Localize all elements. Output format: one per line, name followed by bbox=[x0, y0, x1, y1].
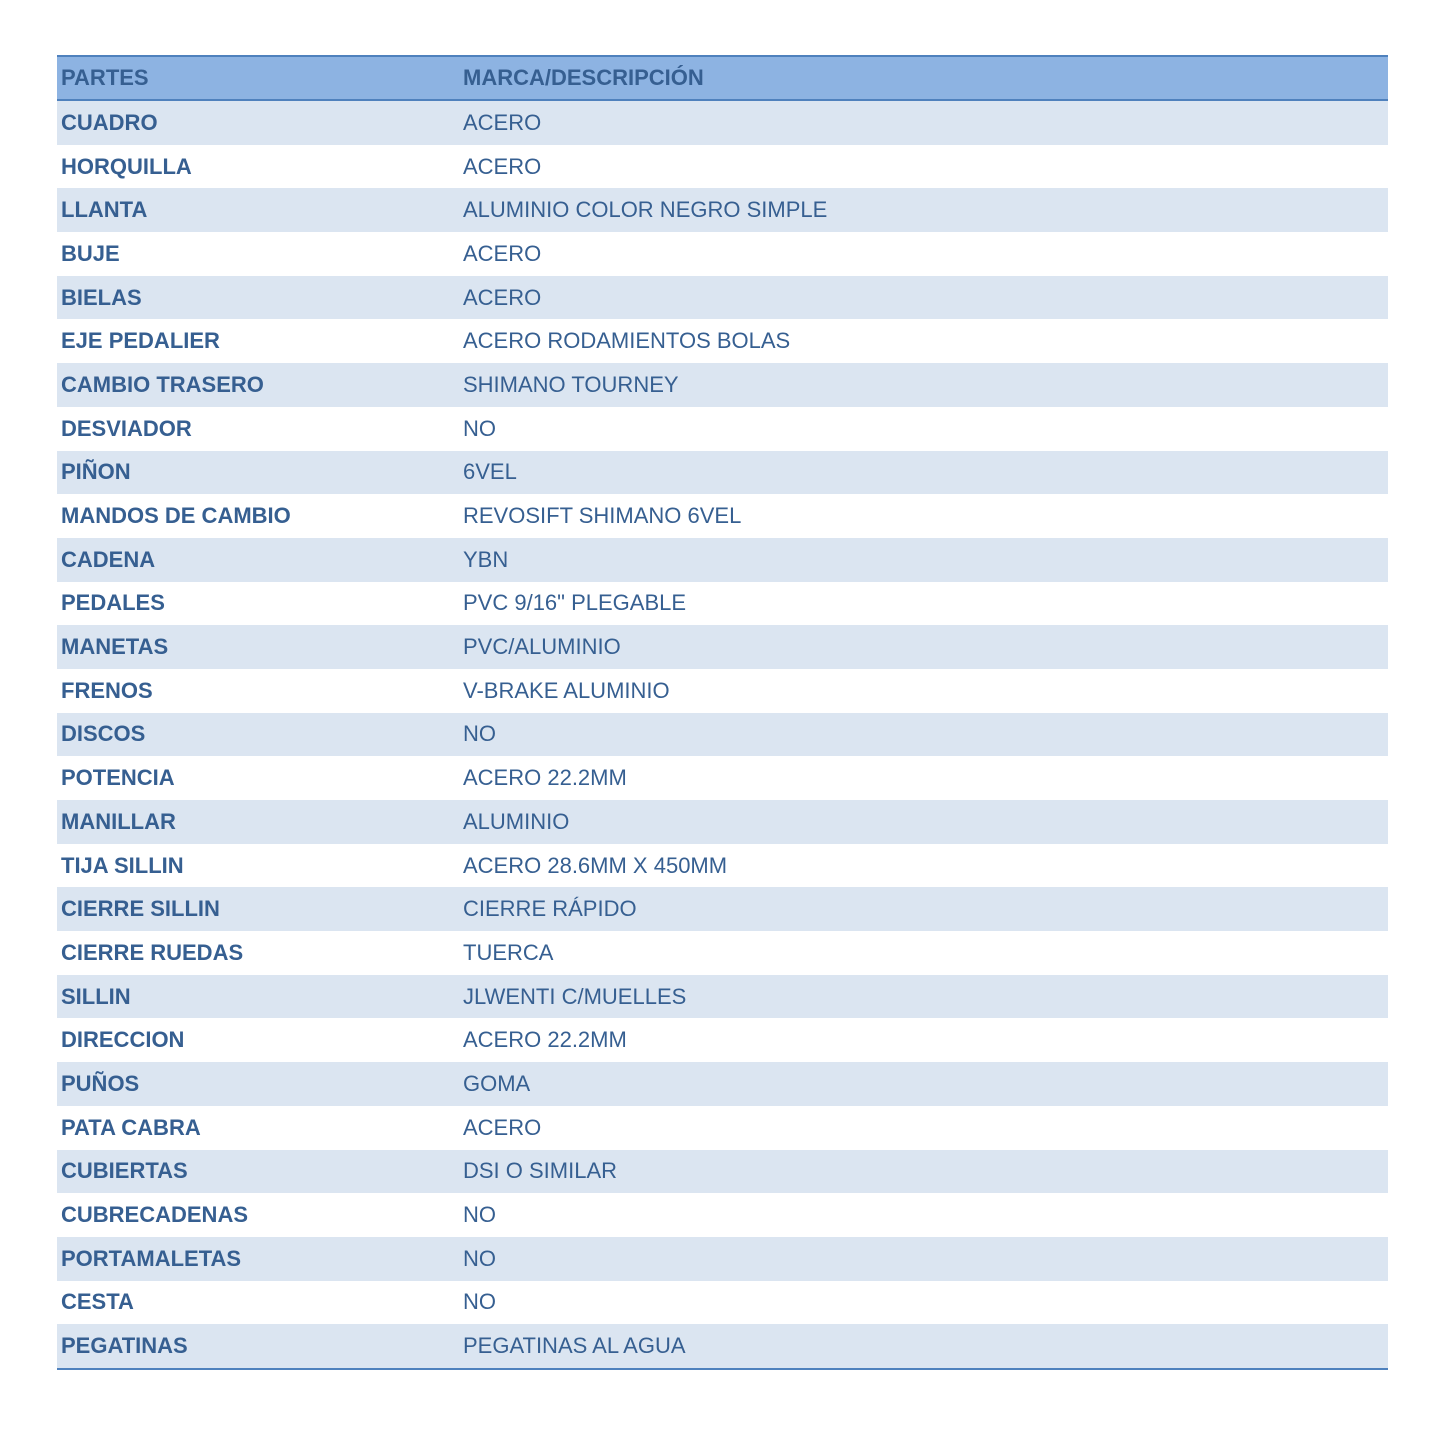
part-name-cell: PEDALES bbox=[57, 582, 459, 626]
part-name-cell: CUBIERTAS bbox=[57, 1150, 459, 1194]
part-description-cell: ACERO RODAMIENTOS BOLAS bbox=[459, 319, 1388, 363]
part-description-cell: PVC 9/16" PLEGABLE bbox=[459, 582, 1388, 626]
part-description-cell: TUERCA bbox=[459, 931, 1388, 975]
column-header-parts: PARTES bbox=[57, 56, 459, 100]
table-row bbox=[57, 538, 1388, 582]
table-row bbox=[57, 232, 1388, 276]
table-row bbox=[57, 363, 1388, 407]
table-row bbox=[57, 1237, 1388, 1281]
part-name-cell: DESVIADOR bbox=[57, 407, 459, 451]
column-header-brand-description: MARCA/DESCRIPCIÓN bbox=[459, 56, 1388, 100]
part-name-cell: POTENCIA bbox=[57, 756, 459, 800]
part-name-cell: MANDOS DE CAMBIO bbox=[57, 494, 459, 538]
part-description-cell: PEGATINAS AL AGUA bbox=[459, 1324, 1388, 1369]
part-name-cell: CADENA bbox=[57, 538, 459, 582]
table-row bbox=[57, 494, 1388, 538]
table-row bbox=[57, 931, 1388, 975]
part-name-cell: PIÑON bbox=[57, 451, 459, 495]
part-name-cell: DISCOS bbox=[57, 713, 459, 757]
part-name-cell: CIERRE RUEDAS bbox=[57, 931, 459, 975]
part-name-cell: HORQUILLA bbox=[57, 145, 459, 189]
part-description-cell: CIERRE RÁPIDO bbox=[459, 887, 1388, 931]
table-row bbox=[57, 975, 1388, 1019]
table-row bbox=[57, 1324, 1388, 1369]
table-row bbox=[57, 1062, 1388, 1106]
table-row bbox=[57, 1150, 1388, 1194]
part-description-cell: ACERO bbox=[459, 276, 1388, 320]
part-description-cell: DSI O SIMILAR bbox=[459, 1150, 1388, 1194]
part-name-cell: PORTAMALETAS bbox=[57, 1237, 459, 1281]
table-row bbox=[57, 319, 1388, 363]
table-row bbox=[57, 100, 1388, 145]
part-description-cell: ACERO bbox=[459, 232, 1388, 276]
part-description-cell: ACERO 22.2MM bbox=[459, 1018, 1388, 1062]
table-row bbox=[57, 844, 1388, 888]
part-description-cell: NO bbox=[459, 1193, 1388, 1237]
table-row bbox=[57, 1193, 1388, 1237]
part-name-cell: BUJE bbox=[57, 232, 459, 276]
part-description-cell: GOMA bbox=[459, 1062, 1388, 1106]
part-description-cell: NO bbox=[459, 713, 1388, 757]
part-description-cell: NO bbox=[459, 1281, 1388, 1325]
part-name-cell: MANETAS bbox=[57, 625, 459, 669]
table-row bbox=[57, 625, 1388, 669]
table-row bbox=[57, 1106, 1388, 1150]
part-description-cell: YBN bbox=[459, 538, 1388, 582]
part-description-cell: ACERO bbox=[459, 145, 1388, 189]
part-name-cell: PATA CABRA bbox=[57, 1106, 459, 1150]
part-description-cell: ALUMINIO bbox=[459, 800, 1388, 844]
part-description-cell: NO bbox=[459, 407, 1388, 451]
part-description-cell: ACERO 22.2MM bbox=[459, 756, 1388, 800]
table-row bbox=[57, 145, 1388, 189]
part-description-cell: ACERO bbox=[459, 100, 1388, 145]
part-name-cell: BIELAS bbox=[57, 276, 459, 320]
table-row bbox=[57, 756, 1388, 800]
table-row bbox=[57, 713, 1388, 757]
table-row bbox=[57, 276, 1388, 320]
table-row bbox=[57, 451, 1388, 495]
part-description-cell: NO bbox=[459, 1237, 1388, 1281]
part-name-cell: FRENOS bbox=[57, 669, 459, 713]
part-name-cell: CUBRECADENAS bbox=[57, 1193, 459, 1237]
part-name-cell: CUADRO bbox=[57, 100, 459, 145]
table-row bbox=[57, 887, 1388, 931]
part-name-cell: EJE PEDALIER bbox=[57, 319, 459, 363]
part-name-cell: PEGATINAS bbox=[57, 1324, 459, 1369]
table-row bbox=[57, 407, 1388, 451]
part-name-cell: TIJA SILLIN bbox=[57, 844, 459, 888]
part-description-cell: SHIMANO TOURNEY bbox=[459, 363, 1388, 407]
table-body bbox=[57, 100, 1388, 1369]
table-row bbox=[57, 582, 1388, 626]
part-description-cell: ALUMINIO COLOR NEGRO SIMPLE bbox=[459, 188, 1388, 232]
part-description-cell: REVOSIFT SHIMANO 6VEL bbox=[459, 494, 1388, 538]
part-description-cell: ACERO bbox=[459, 1106, 1388, 1150]
part-description-cell: PVC/ALUMINIO bbox=[459, 625, 1388, 669]
part-name-cell: MANILLAR bbox=[57, 800, 459, 844]
table-row bbox=[57, 800, 1388, 844]
part-name-cell: CESTA bbox=[57, 1281, 459, 1325]
table-row bbox=[57, 1018, 1388, 1062]
part-name-cell: CAMBIO TRASERO bbox=[57, 363, 459, 407]
table-row bbox=[57, 188, 1388, 232]
part-description-cell: JLWENTI C/MUELLES bbox=[459, 975, 1388, 1019]
part-name-cell: DIRECCION bbox=[57, 1018, 459, 1062]
part-name-cell: SILLIN bbox=[57, 975, 459, 1019]
part-description-cell: V-BRAKE ALUMINIO bbox=[459, 669, 1388, 713]
part-name-cell: CIERRE SILLIN bbox=[57, 887, 459, 931]
part-name-cell: LLANTA bbox=[57, 188, 459, 232]
part-name-cell: PUÑOS bbox=[57, 1062, 459, 1106]
table-row bbox=[57, 669, 1388, 713]
part-description-cell: 6VEL bbox=[459, 451, 1388, 495]
table-header-row bbox=[57, 56, 1388, 100]
table-row bbox=[57, 1281, 1388, 1325]
part-description-cell: ACERO 28.6MM X 450MM bbox=[459, 844, 1388, 888]
parts-spec-table bbox=[57, 55, 1388, 1370]
